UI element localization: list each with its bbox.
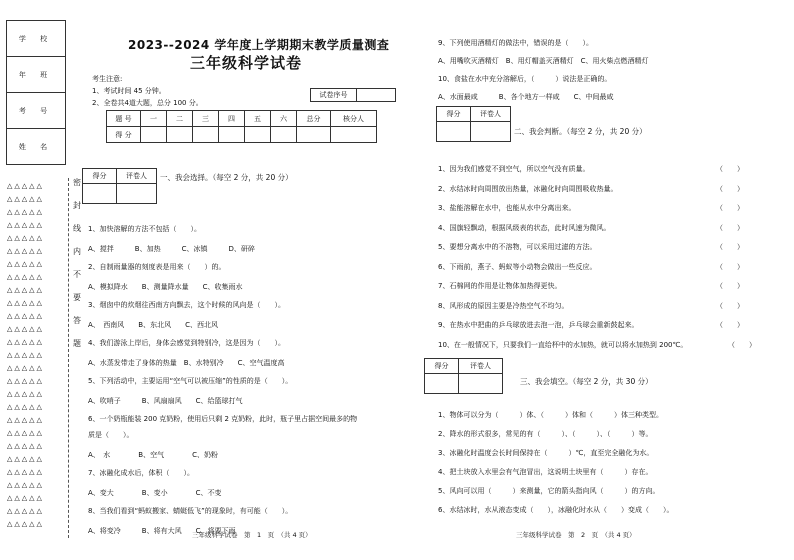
section-1-question-cont: 质是（ ）。 — [88, 431, 134, 439]
score-header: 二 — [167, 111, 193, 127]
grader-score-label: 得分 — [425, 359, 459, 374]
triangle-row: △△△△△ — [7, 208, 44, 216]
triangle-row: △△△△△ — [7, 429, 44, 437]
triangle-row: △△△△△ — [7, 234, 44, 242]
judgement-item: 1、因为我们感觉不到空气，所以空气没有质量。 — [438, 165, 590, 173]
grader-box-2 — [436, 106, 511, 142]
answer-parentheses[interactable]: （ ） — [716, 282, 744, 290]
student-info-table — [6, 20, 66, 165]
triangle-row: △△△△△ — [7, 416, 44, 424]
grader-reviewer-label: 评卷人 — [459, 359, 503, 374]
triangle-row: △△△△△ — [7, 377, 44, 385]
score-row-label: 得 分 — [107, 127, 141, 143]
binding-char: 封 — [73, 201, 81, 210]
answer-parentheses[interactable]: （ ） — [716, 321, 744, 329]
binding-char: 不 — [73, 270, 81, 279]
triangle-row: △△△△△ — [7, 273, 44, 281]
grader-score-cell[interactable] — [437, 122, 471, 142]
grader-box-1 — [82, 168, 157, 204]
grader-score-label: 得分 — [83, 169, 117, 184]
score-cell[interactable] — [245, 127, 271, 143]
answer-parentheses[interactable]: （ ） — [728, 340, 756, 349]
judgement-item: 7、石棉网的作用是让物体加热得更快。 — [438, 282, 562, 290]
score-cell[interactable] — [193, 127, 219, 143]
section-1-question: 1、加快溶解的方法不包括（ ）。 — [88, 225, 201, 233]
answer-parentheses[interactable]: （ ） — [716, 204, 744, 212]
grader-reviewer-label: 评卷人 — [117, 169, 157, 184]
grader-reviewer-cell[interactable] — [471, 122, 511, 142]
section-1-question: 8、当我们看到“蚂蚁搬家、蜻蜓低飞”的现象时，有可能（ ）。 — [88, 507, 293, 515]
score-header: 题 号 — [107, 111, 141, 127]
section-1-options: A、 水 B、空气 C、奶粉 — [88, 451, 218, 459]
serial-label: 试卷序号 — [311, 89, 357, 101]
section-1-question: 5、下列活动中，主要运用“空气可以被压缩”的性质的是（ ）。 — [88, 377, 293, 385]
score-cell[interactable] — [271, 127, 297, 143]
binding-char: 线 — [73, 224, 81, 233]
fill-blank-item: 4、把土块放入水里会有气泡冒出，这说明土块里有（ ）存在。 — [438, 468, 653, 476]
judgement-item: 4、国旗轻飘动，根据风级表的状态，此时风速为微风。 — [438, 223, 611, 232]
answer-parentheses[interactable]: （ ） — [716, 301, 744, 310]
score-header: 六 — [271, 111, 297, 127]
notice-line-1: 1、考试时间 45 分钟。 — [92, 87, 166, 95]
judgement-item: 2、水结冰时向周围放出热量，冰融化时向周围吸收热量。 — [438, 184, 618, 193]
grader-reviewer-cell[interactable] — [117, 184, 157, 204]
score-header: 四 — [219, 111, 245, 127]
section-1-options: A、搅拌 B、加热 C、冰镇 D、研碎 — [88, 245, 255, 253]
binding-triangles — [7, 180, 67, 531]
question-9-options: A、用嘴吹灭酒精灯 B、用灯帽盖灭酒精灯 C、用火柴点燃酒精灯 — [438, 57, 649, 65]
class-label: 年 班 — [7, 57, 66, 93]
score-header: 核分人 — [331, 111, 377, 127]
triangle-row: △△△△△ — [7, 325, 44, 333]
exam-title: 2023--2024 学年度上学期期末教学质量测查 — [128, 38, 390, 52]
fill-blank-item: 1、物体可以分为（ ）体、（ ）体和（ ）体三种类型。 — [438, 411, 663, 419]
section-1-options: A、将变冷 B、将有大风 C、将要下雨 — [88, 527, 236, 535]
triangle-row: △△△△△ — [7, 286, 44, 294]
school-label: 学 校 — [7, 21, 66, 57]
serial-number-box — [310, 88, 396, 102]
fill-blank-item: 6、水结冰时，水从液态变成（ ），冰融化时水从（ ）变成（ ）。 — [438, 506, 674, 514]
section-1-question: 4、我们游泳上岸后，身体会感觉到特别冷，这是因为（ ）。 — [88, 339, 285, 347]
grader-box-3 — [424, 358, 503, 394]
judgement-item: 10、在一般情况下，只要我们一直给杯中的水加热，就可以将水加热到 200℃。 — [438, 340, 688, 349]
section-1-heading: 一、我会选择。（每空 2 分，共 20 分） — [160, 173, 293, 182]
serial-field[interactable] — [357, 89, 395, 101]
fill-blank-item: 3、冰融化时温度会长时间保持在（ ）℃，直至完全融化为水。 — [438, 449, 654, 457]
triangle-row: △△△△△ — [7, 364, 44, 372]
judgement-item: 9、在热水中把曲的乒乓球放进去泡一泡，乒乓球会重新鼓起来。 — [438, 321, 639, 329]
score-cell[interactable] — [331, 127, 377, 143]
section-1-question: 7、冰融化成水后，体积（ ）。 — [88, 469, 194, 477]
judgement-item: 5、要想分离水中的不溶物，可以采用过滤的方法。 — [438, 243, 597, 251]
answer-parentheses[interactable]: （ ） — [716, 184, 744, 193]
binding-char: 答 — [73, 316, 81, 325]
judgement-item: 8、风形成的原因主要是冷热空气不均匀。 — [438, 301, 569, 310]
binding-warning — [72, 178, 82, 362]
grader-reviewer-cell[interactable] — [459, 374, 503, 394]
section-1-options: A、变大 B、变小 C、不变 — [88, 489, 222, 497]
answer-parentheses[interactable]: （ ） — [716, 165, 744, 173]
triangle-row: △△△△△ — [7, 221, 44, 229]
judgement-item: 3、盐能溶解在水中，也能从水中分离出来。 — [438, 204, 576, 212]
grader-reviewer-label: 评卷人 — [471, 107, 511, 122]
grader-score-cell[interactable] — [83, 184, 117, 204]
score-header: 三 — [193, 111, 219, 127]
triangle-row: △△△△△ — [7, 481, 44, 489]
triangle-row: △△△△△ — [7, 247, 44, 255]
section-1-options: A、 西南风 B、东北风 C、西北风 — [88, 321, 218, 329]
footer-page-1: 三年级科学试卷 第 1 页 （共 4 页） — [192, 531, 312, 539]
footer-page-2: 三年级科学试卷 第 2 页 （共 4 页） — [516, 531, 636, 539]
score-header: 五 — [245, 111, 271, 127]
section-1-question: 3、烟囱中的炊烟往西南方向飘去，这个时候的风向是（ ）。 — [88, 301, 285, 309]
score-cell[interactable] — [219, 127, 245, 143]
triangle-row: △△△△△ — [7, 260, 44, 268]
answer-parentheses[interactable]: （ ） — [716, 223, 744, 232]
score-cell[interactable] — [141, 127, 167, 143]
section-2-heading: 二、我会判断。（每空 2 分，共 20 分） — [514, 127, 647, 136]
fill-blank-item: 2、降水的形式很多，常见的有（ ）、（ ）、（ ）等。 — [438, 430, 653, 438]
triangle-row: △△△△△ — [7, 494, 44, 502]
triangle-row: △△△△△ — [7, 403, 44, 411]
triangle-row: △△△△△ — [7, 182, 44, 190]
grader-score-label: 得分 — [437, 107, 471, 122]
triangle-row: △△△△△ — [7, 299, 44, 307]
question-10-options: A、水面最咸 B、各个地方一样咸 C、中间最咸 — [438, 93, 614, 101]
question-9: 9、下列使用酒精灯的做法中，错误的是（ ）。 — [438, 39, 593, 47]
binding-char: 密 — [73, 178, 81, 187]
binding-char: 内 — [73, 247, 81, 256]
score-cell[interactable] — [167, 127, 193, 143]
question-10: 10、食盐在水中充分溶解后，（ ）说法是正确的。 — [438, 75, 612, 83]
triangle-row: △△△△△ — [7, 390, 44, 398]
triangle-row: △△△△△ — [7, 507, 44, 515]
grader-score-cell[interactable] — [425, 374, 459, 394]
score-header: 一 — [141, 111, 167, 127]
exam-number-label: 考 号 — [7, 93, 66, 129]
answer-parentheses[interactable]: （ ） — [716, 262, 744, 271]
triangle-row: △△△△△ — [7, 351, 44, 359]
triangle-row: △△△△△ — [7, 195, 44, 203]
section-1-question: 6、一个奶瓶能装 200 克奶粉，使用后只剩 2 克奶粉，此时，瓶子里占据空间最多的物 — [88, 415, 358, 423]
triangle-row: △△△△△ — [7, 520, 44, 528]
name-label: 姓 名 — [7, 129, 66, 165]
score-cell[interactable] — [297, 127, 331, 143]
binding-line — [68, 178, 69, 538]
fill-blank-item: 5、风向可以用（ ）来测量，它的箭头指向风（ ）的方向。 — [438, 487, 660, 495]
notice-line-2: 2、全卷共4道大题，总分 100 分。 — [92, 99, 203, 107]
triangle-row: △△△△△ — [7, 455, 44, 463]
triangle-row: △△△△△ — [7, 338, 44, 346]
exam-subtitle: 三年级科学试卷 — [190, 54, 303, 72]
judgement-item: 6、下雨前，燕子、蚂蚁等小动物会做出一些反应。 — [438, 262, 597, 271]
answer-parentheses[interactable]: （ ） — [716, 243, 744, 251]
score-table — [106, 110, 377, 143]
triangle-row: △△△△△ — [7, 442, 44, 450]
score-header: 总分 — [297, 111, 331, 127]
section-1-options: A、模拟降水 B、测量降水量 C、收集雨水 — [88, 283, 243, 291]
section-1-options: A、吹哨子 B、风扇扇风 C、给篮球打气 — [88, 397, 243, 405]
section-1-options: A、水蒸发带走了身体的热量 B、水特别冷 C、空气温度高 — [88, 359, 285, 367]
binding-char: 题 — [73, 339, 81, 348]
binding-char: 要 — [73, 293, 81, 302]
notice-heading: 考生注意: — [92, 75, 123, 83]
triangle-row: △△△△△ — [7, 312, 44, 320]
triangle-row: △△△△△ — [7, 468, 44, 476]
section-1-question: 2、自制雨量器的刻度表是用来（ ）的。 — [88, 263, 226, 271]
section-3-heading: 三、我会填空。（每空 2 分，共 30 分） — [520, 377, 653, 386]
